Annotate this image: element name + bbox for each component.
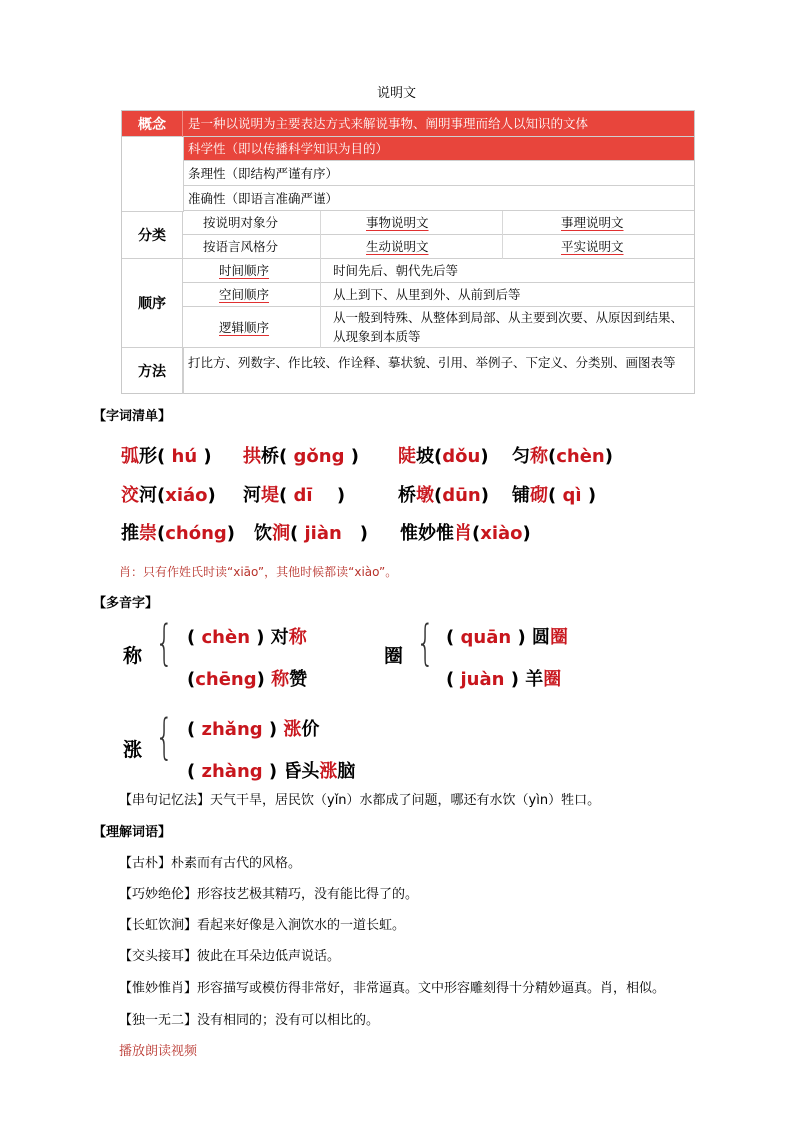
definition-item: 【独一无二】没有相同的；没有可以相比的。 <box>119 1013 380 1028</box>
vocab-word: 桥墩(dūn) <box>398 485 489 506</box>
memory-sentence: 【串句记忆法】天气干旱，居民饮（yǐn）水都成了问题，哪还有水饮（yìn）牲口。 <box>119 793 601 808</box>
vocab-word: 洨河(xiáo) <box>121 485 216 506</box>
poly-heading: 【多音字】 <box>93 596 159 611</box>
page-title: 说明文 <box>376 86 416 101</box>
vocab-heading: 【字词清单】 <box>93 409 172 424</box>
trait-orderly: 条理性（即结构严谨有序） <box>188 166 339 181</box>
brace-icon: { <box>155 615 174 671</box>
play-video-link[interactable]: 播放朗读视频 <box>119 1044 198 1059</box>
order-label: 顺序 <box>122 259 183 348</box>
order-name-2: 空间顺序 <box>219 287 270 302</box>
category-b-2: 平实说明文 <box>561 239 624 254</box>
trait-accurate: 准确性（即语言准确严谨） <box>188 191 339 206</box>
trait-scientific: 科学性（即以传播科学知识为目的） <box>188 141 389 156</box>
brace-icon: { <box>416 615 435 671</box>
definition-item: 【巧妙绝伦】形容技艺极其精巧，没有能比得了的。 <box>119 887 419 902</box>
trait-row-2 <box>183 161 694 186</box>
vocab-word: 弧形( hú ) <box>121 446 212 467</box>
trait-row-1 <box>183 137 694 161</box>
vocab-note: 肖：只有作姓氏时读“xiāo”，其他时候都读“xiào”。 <box>119 565 398 579</box>
poly-item: ( zhǎng ) 涨价 <box>187 719 320 740</box>
category-a-1: 事物说明文 <box>366 215 429 230</box>
trait-row-3 <box>183 186 694 211</box>
order-desc-1: 时间先后、朝代先后等 <box>333 263 459 278</box>
definition-item: 【交头接耳】彼此在耳朵边低声说话。 <box>119 949 341 964</box>
category-a-2: 生动说明文 <box>366 239 429 254</box>
method-text: 打比方、列数字、作比较、作诠释、摹状貌、引用、举例子、下定义、分类别、画图表等 <box>188 355 676 370</box>
definition-item: 【惟妙惟肖】形容描写或模仿得非常好，非常逼真。文中形容雕刻得十分精妙逼真。肖，相似。 <box>119 981 666 996</box>
order-name-1: 时间顺序 <box>219 263 270 278</box>
poly-item: (chēng) 称赞 <box>187 669 308 690</box>
vocab-word: 饮涧( jiàn ) <box>254 523 369 544</box>
method-label: 方法 <box>122 348 183 394</box>
category-row-1 <box>183 211 694 235</box>
order-desc-2: 从上到下、从里到外、从前到后等 <box>333 287 521 302</box>
brace-icon: { <box>155 709 174 765</box>
poly-item: ( chèn ) 对称 <box>187 627 307 648</box>
poly-char: 圈 <box>384 645 404 667</box>
definition-item: 【古朴】朴素而有古代的风格。 <box>119 856 302 871</box>
understand-heading: 【理解词语】 <box>93 825 172 840</box>
vocab-word: 陡坡(dǒu) <box>398 446 489 467</box>
poly-item: ( juàn ) 羊圈 <box>446 669 562 690</box>
vocab-word: 铺砌( qì ) <box>512 485 597 506</box>
concept-row <box>122 111 694 137</box>
category-basis-2: 按语言风格分 <box>203 239 279 254</box>
vocab-word: 匀称(chèn) <box>512 446 613 467</box>
order-desc-3: 从一般到特殊、从整体到局部、从主要到次要、从原因到结果、从现象到本质等 <box>333 310 684 344</box>
order-row-1 <box>183 259 694 283</box>
vocab-word: 推崇(chóng) <box>121 523 236 544</box>
vocab-word: 河堤( dī ) <box>243 485 346 506</box>
poly-item: ( quān ) 圆圈 <box>446 627 568 648</box>
poly-item: ( zhàng ) 昏头涨脑 <box>187 761 356 782</box>
order-row-3 <box>183 307 694 348</box>
definition-item: 【长虹饮涧】看起来好像是入涧饮水的一道长虹。 <box>119 918 406 933</box>
vocab-word: 拱桥( gǒng ) <box>243 446 359 467</box>
order-name-3: 逻辑顺序 <box>219 320 270 335</box>
order-row-2 <box>183 283 694 307</box>
concept-label: 概念 <box>122 111 183 137</box>
concept-text: 是一种以说明为主要表达方式来解说事物、阐明事理而给人以知识的文体 <box>188 116 589 131</box>
vocab-word: 惟妙惟肖(xiào) <box>400 523 531 544</box>
poly-char: 称 <box>123 645 143 667</box>
category-basis-1: 按说明对象分 <box>203 215 279 230</box>
category-row-2 <box>183 235 694 259</box>
category-label: 分类 <box>122 211 183 259</box>
concept-table <box>121 110 695 394</box>
category-b-1: 事理说明文 <box>561 215 624 230</box>
poly-char: 涨 <box>123 739 143 761</box>
